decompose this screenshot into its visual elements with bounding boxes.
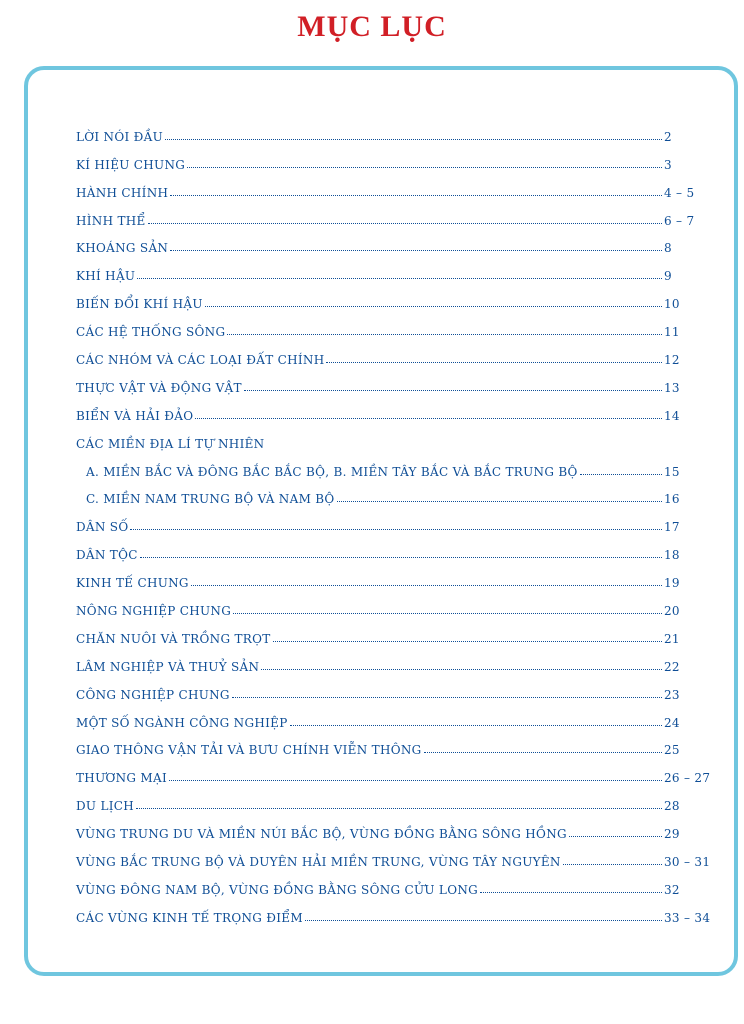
toc-entry-label: NÔNG NGHIỆP CHUNG [76, 604, 232, 619]
table-of-contents [76, 116, 720, 925]
page-title: MỤC LỤC [297, 10, 447, 43]
toc-entry-page: 21 [664, 631, 680, 646]
toc-entry-label: MỘT SỐ NGÀNH CÔNG NGHIỆP [76, 715, 288, 730]
toc-entry-label: CÁC NHÓM VÀ CÁC LOẠI ĐẤT CHÍNH [76, 353, 325, 368]
toc-entry-label: DÂN TỘC [76, 548, 138, 563]
toc-entry-label: VÙNG BẮC TRUNG BỘ VÀ DUYÊN HẢI MIỀN TRUNG, VÙNG TÂY NGUYÊN [76, 855, 561, 870]
toc-entry[interactable] [76, 339, 720, 367]
toc-entry[interactable] [76, 841, 720, 869]
dot-leader [563, 864, 662, 865]
toc-entry-label: VÙNG TRUNG DU VÀ MIỀN NÚI BẮC BỘ, VÙNG ĐỒNG BẰNG SÔNG HỒNG [76, 827, 567, 842]
toc-entry[interactable] [76, 618, 720, 646]
toc-entry[interactable] [76, 172, 720, 200]
toc-entry-page: 20 [664, 604, 680, 619]
toc-entry-label: HÀNH CHÍNH [76, 185, 169, 200]
toc-entry-label: LỜI NÓI ĐẦU [76, 129, 164, 144]
dot-leader [130, 529, 662, 530]
toc-entry-page: 3 [664, 157, 672, 172]
toc-entry-page: 19 [664, 576, 680, 591]
toc-entry-page: 29 [664, 827, 680, 842]
toc-entry-label: CÔNG NGHIỆP CHUNG [76, 687, 230, 702]
dot-leader [136, 808, 662, 809]
toc-entry[interactable] [76, 144, 720, 172]
toc-entry-label: DÂN SỐ [76, 520, 129, 535]
toc-entry-page: 18 [664, 548, 680, 563]
dot-leader [137, 278, 662, 279]
toc-entry-page: 12 [664, 353, 680, 368]
toc-entry[interactable] [76, 395, 720, 423]
toc-entry[interactable] [76, 813, 720, 841]
toc-entry-label: THỰC VẬT VÀ ĐỘNG VẬT [76, 380, 242, 395]
toc-entry-page: 17 [664, 520, 680, 535]
toc-entry[interactable] [76, 730, 720, 758]
dot-leader [187, 167, 662, 168]
toc-entry-page: 14 [664, 408, 680, 423]
dot-leader [273, 641, 662, 642]
toc-entry-page: 10 [664, 297, 680, 312]
toc-entry-label: GIAO THÔNG VẬN TẢI VÀ BƯU CHÍNH VIỄN THÔNG [76, 743, 422, 758]
dot-leader [195, 418, 662, 419]
dot-leader [305, 920, 662, 921]
dot-leader [580, 474, 662, 475]
toc-entry-page: 9 [664, 269, 672, 284]
toc-entry[interactable] [76, 869, 720, 897]
toc-entry-label: KHOÁNG SẢN [76, 241, 169, 256]
toc-entry-label: CÁC VÙNG KINH TẾ TRỌNG ĐIỂM [76, 910, 303, 925]
dot-leader [170, 195, 662, 196]
dot-leader [261, 669, 662, 670]
toc-entry-page: 11 [664, 325, 680, 340]
toc-entry-page: 32 [664, 882, 680, 897]
toc-entry[interactable] [76, 897, 720, 925]
toc-entry-page: 26 – 27 [664, 771, 711, 786]
toc-entry-label: BIỂN VÀ HẢI ĐẢO [76, 408, 194, 423]
toc-subentry[interactable] [76, 451, 720, 479]
dot-leader [424, 752, 662, 753]
dot-leader [165, 139, 662, 140]
toc-entry[interactable] [76, 200, 720, 228]
toc-entry-page: 4 – 5 [664, 185, 695, 200]
toc-entry[interactable] [76, 311, 720, 339]
dot-leader [244, 390, 662, 391]
toc-entry-page: 6 – 7 [664, 213, 695, 228]
toc-entry[interactable] [76, 255, 720, 283]
toc-entry-label: KINH TẾ CHUNG [76, 576, 189, 591]
toc-entry-label: CÁC HỆ THỐNG SÔNG [76, 325, 226, 340]
dot-leader [326, 362, 662, 363]
toc-entry[interactable] [76, 367, 720, 395]
toc-entry-page: 33 – 34 [664, 910, 711, 925]
toc-entry-label: DU LỊCH [76, 799, 135, 814]
toc-entry[interactable] [76, 534, 720, 562]
toc-entry-label: THƯƠNG MẠI [76, 771, 168, 786]
toc-entry[interactable] [76, 702, 720, 730]
toc-entry-page: 15 [664, 464, 680, 479]
dot-leader [169, 780, 662, 781]
toc-entry-label: LÂM NGHIỆP VÀ THUỶ SẢN [76, 659, 260, 674]
toc-subentry[interactable] [76, 479, 720, 507]
dot-leader [205, 306, 662, 307]
toc-entry-label: KÍ HIỆU CHUNG [76, 157, 186, 172]
toc-entry-page: 16 [664, 492, 680, 507]
toc-entry[interactable] [76, 506, 720, 534]
toc-entry-page: 8 [664, 241, 672, 256]
toc-entry-page: 24 [664, 715, 680, 730]
dot-leader [569, 836, 662, 837]
toc-entry-label: C. MIỀN NAM TRUNG BỘ VÀ NAM BỘ [86, 492, 335, 507]
toc-entry-page: 13 [664, 380, 680, 395]
toc-entry-label: BIẾN ĐỔI KHÍ HẬU [76, 297, 203, 312]
toc-entry[interactable] [76, 785, 720, 813]
toc-entry-label: KHÍ HẬU [76, 269, 136, 284]
toc-entry-label: A. MIỀN BẮC VÀ ĐÔNG BẮC BẮC BỘ, B. MIỀN TÂY BẮC VÀ BẮC TRUNG BỘ [86, 464, 578, 479]
toc-entry[interactable] [76, 590, 720, 618]
dot-leader [233, 613, 662, 614]
dot-leader [480, 892, 662, 893]
toc-entry[interactable] [76, 646, 720, 674]
toc-entry-page: 22 [664, 659, 680, 674]
dot-leader [337, 501, 662, 502]
toc-entry-label: HÌNH THỂ [76, 213, 146, 228]
toc-entry[interactable] [76, 116, 720, 144]
toc-entry-page: 25 [664, 743, 680, 758]
dot-leader [148, 223, 662, 224]
dot-leader [140, 557, 662, 558]
toc-entry[interactable] [76, 674, 720, 702]
toc-entry-page: 28 [664, 799, 680, 814]
toc-entry-page: 23 [664, 687, 680, 702]
toc-entry-page: 30 – 31 [664, 855, 711, 870]
dot-leader [232, 697, 662, 698]
toc-entry[interactable] [76, 757, 720, 785]
toc-entry[interactable] [76, 228, 720, 256]
toc-entry-label: CHĂN NUÔI VÀ TRỒNG TRỌT [76, 631, 271, 646]
toc-section-heading[interactable] [76, 423, 720, 451]
toc-entry[interactable] [76, 562, 720, 590]
toc-entry-page: 2 [664, 129, 672, 144]
dot-leader [170, 250, 662, 251]
dot-leader [227, 334, 662, 335]
toc-entry[interactable] [76, 283, 720, 311]
toc-entry-label: CÁC MIỀN ĐỊA LÍ TỰ NHIÊN [76, 436, 265, 451]
toc-entry-label: VÙNG ĐÔNG NAM BỘ, VÙNG ĐỒNG BẰNG SÔNG CỬU LONG [76, 882, 479, 897]
dot-leader [191, 585, 662, 586]
dot-leader [290, 725, 662, 726]
